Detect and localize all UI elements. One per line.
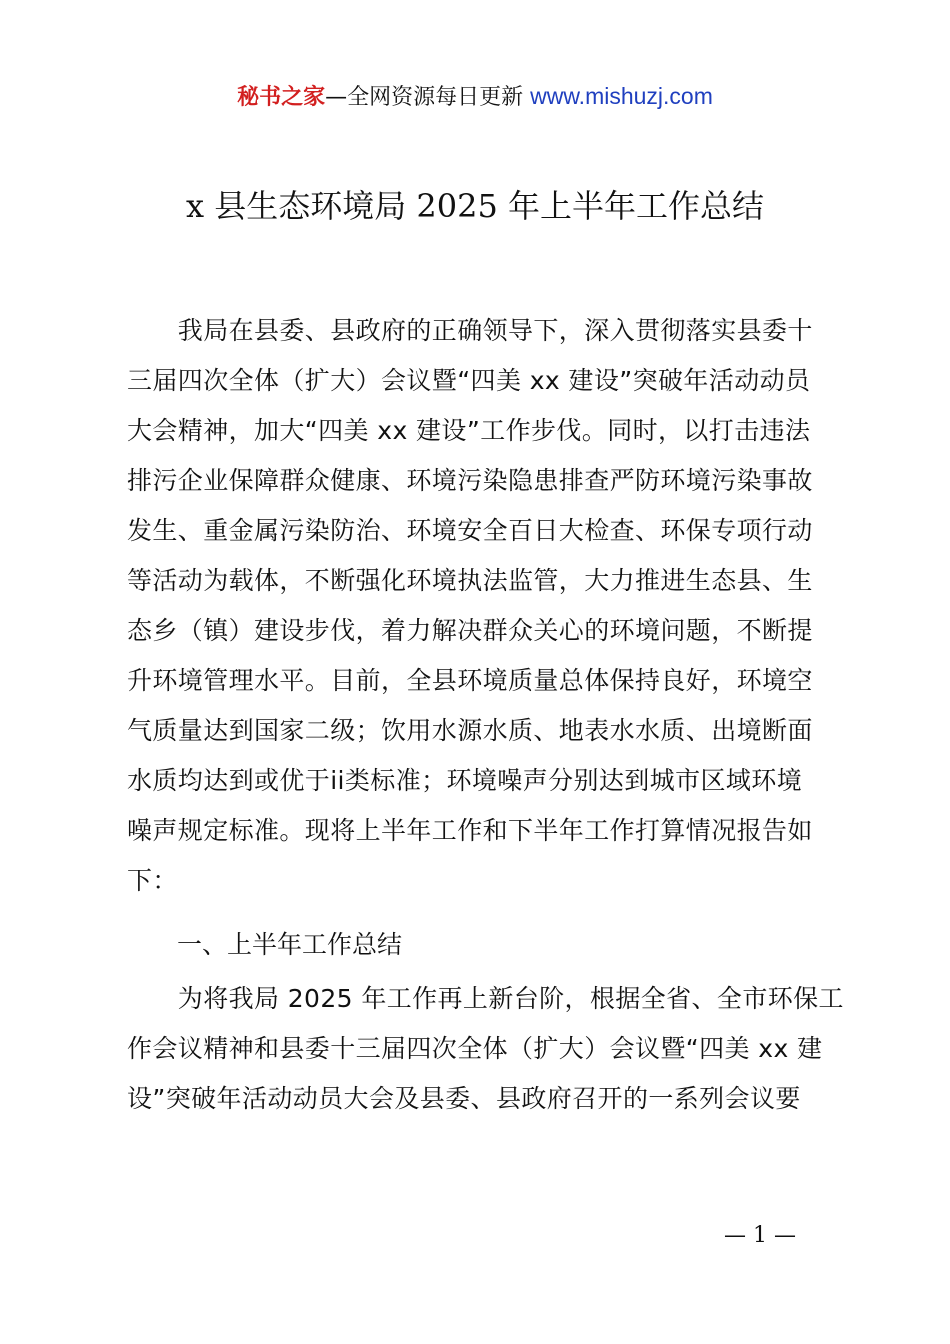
site-url-link[interactable]: www.mishuzj.com <box>530 83 713 109</box>
paragraph-line: 设”突破年活动动员大会及县委、县政府召开的一系列会议要 <box>127 1084 801 1113</box>
paragraph-line: 为将我局 2025 年工作再上新台阶，根据全省、全市环保工 <box>127 984 844 1013</box>
section-paragraph <box>127 974 844 1124</box>
paragraph-line: 三届四次全体（扩大）会议暨“四美 xx 建设”突破年活动动员 <box>127 366 811 395</box>
section-heading: 一、上半年工作总结 <box>177 930 403 959</box>
brand-name: 秘书之家 <box>237 85 326 110</box>
paragraph-line: 大会精神，加大“四美 xx 建设”工作步伐。同时，以打击违法 <box>127 416 811 445</box>
header-slogan: —全网资源每日更新 <box>325 85 524 110</box>
paragraph-line: 下： <box>127 866 178 895</box>
paragraph-line: 噪声规定标准。现将上半年工作和下半年工作打算情况报告如 <box>127 816 813 845</box>
paragraph-line: 升环境管理水平。目前，全县环境质量总体保持良好，环境空 <box>127 666 813 695</box>
document-title: x 县生态环境局 2025 年上半年工作总结 <box>185 187 764 225</box>
page-number: — 1 — <box>724 1223 796 1248</box>
paragraph-line: 态乡（镇）建设步伐，着力解决群众关心的环境问题，不断提 <box>127 616 813 645</box>
paragraph-line: 作会议精神和县委十三届四次全体（扩大）会议暨“四美 xx 建 <box>127 1034 823 1063</box>
paragraph-line: 我局在县委、县政府的正确领导下，深入贯彻落实县委十 <box>127 316 813 345</box>
paragraph-line: 水质均达到或优于ii类标准；环境噪声分别达到城市区域环境 <box>127 766 803 795</box>
watermark-header <box>0 80 950 114</box>
paragraph-line: 气质量达到国家二级；饮用水源水质、地表水水质、出境断面 <box>127 716 813 745</box>
intro-paragraph <box>127 306 837 906</box>
paragraph-line: 等活动为载体，不断强化环境执法监管，大力推进生态县、生 <box>127 566 813 595</box>
paragraph-line: 排污企业保障群众健康、环境污染隐患排查严防环境污染事故 <box>127 466 813 495</box>
paragraph-line: 发生、重金属污染防治、环境安全百日大检查、环保专项行动 <box>127 516 813 545</box>
